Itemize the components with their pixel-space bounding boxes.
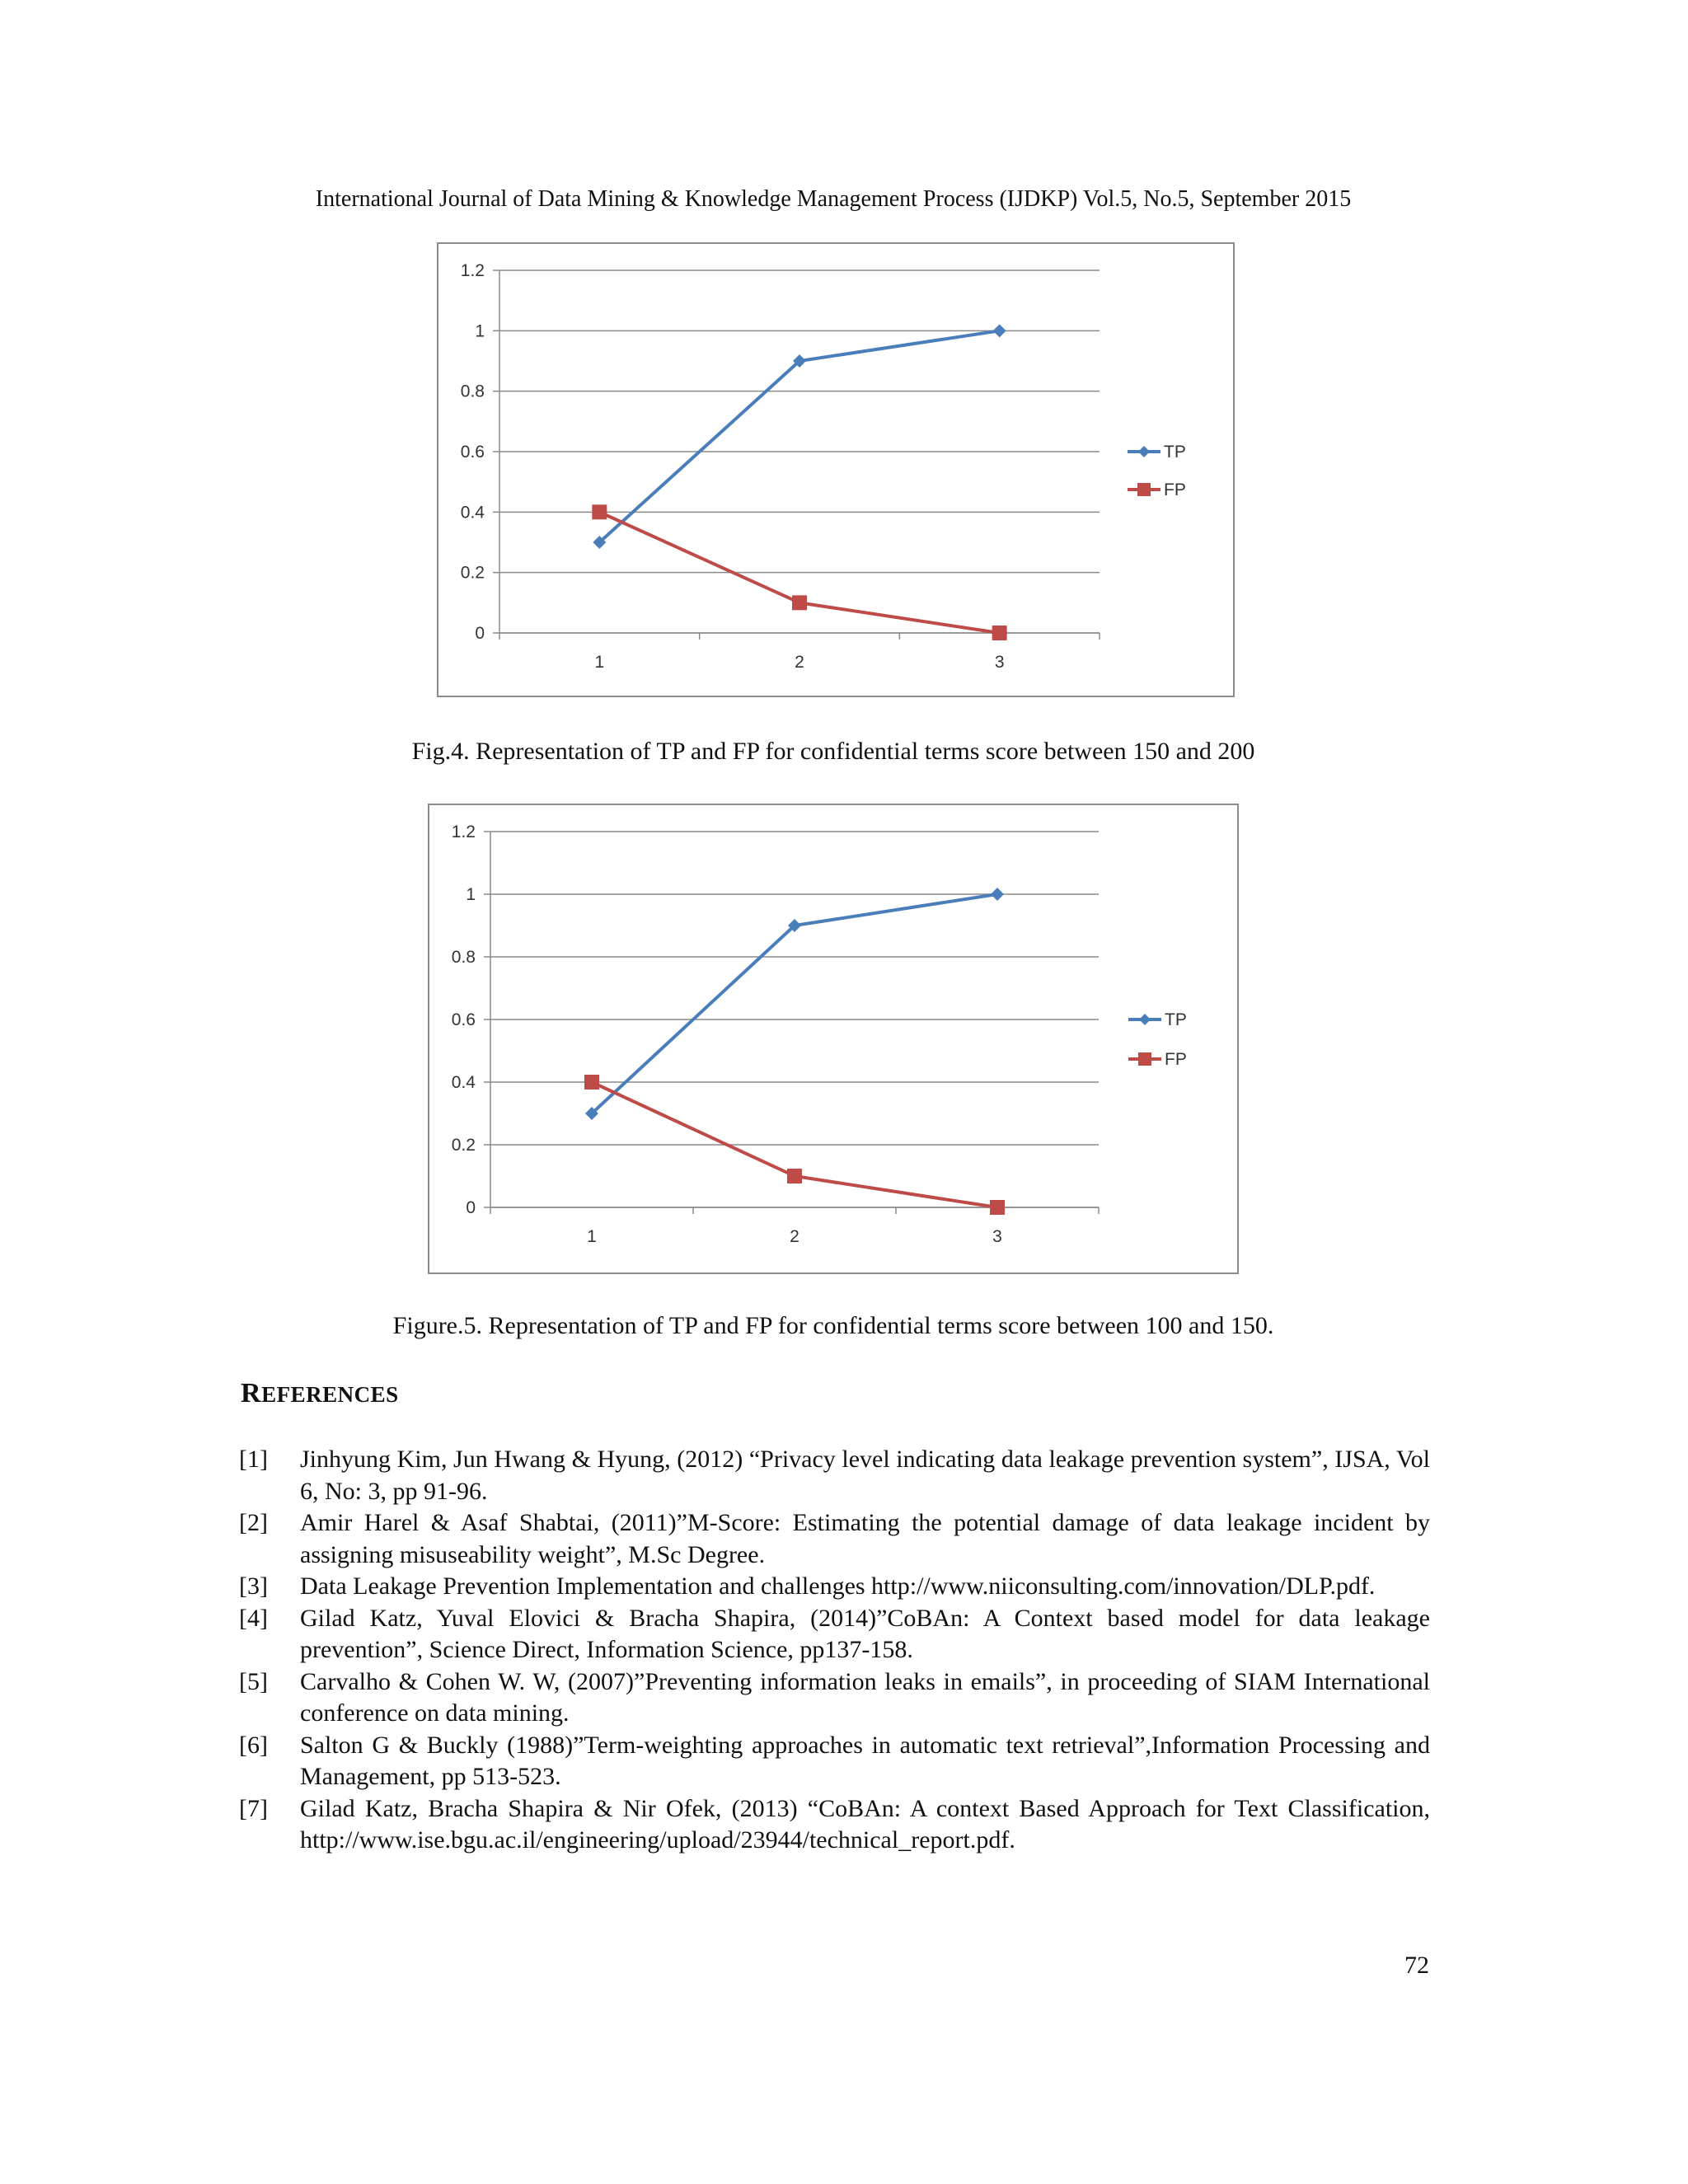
y-tick-label: 0.6 bbox=[460, 443, 485, 462]
data-point-tp bbox=[993, 324, 1006, 337]
reference-text: Gilad Katz, Bracha Shapira & Nir Ofek, (2013) “CoBAn: A context Based Approach for Text Classification, http://www.ise.bgu.ac.il/engineering/upload/23944/technical_report.pdf. bbox=[300, 1794, 1430, 1854]
y-tick-label: 1.2 bbox=[460, 261, 485, 280]
reference-number: [6] bbox=[239, 1731, 268, 1759]
reference-number: [5] bbox=[239, 1667, 268, 1695]
data-point-fp bbox=[592, 504, 607, 519]
x-tick-label: 2 bbox=[795, 653, 804, 672]
y-tick-label: 1 bbox=[466, 885, 476, 904]
y-tick-label: 0.2 bbox=[460, 563, 485, 583]
legend-marker-fp bbox=[1137, 483, 1151, 496]
data-point-fp bbox=[792, 595, 807, 610]
figure-5-caption: Figure.5. Representation of TP and FP for confidential terms score between 100 and 150. bbox=[392, 1312, 1274, 1339]
references-heading-rest: EFERENCES bbox=[261, 1382, 399, 1407]
y-tick-label: 0 bbox=[475, 624, 485, 643]
data-point-fp bbox=[992, 626, 1007, 640]
y-tick-label: 0 bbox=[466, 1198, 476, 1217]
legend-marker-tp bbox=[1138, 446, 1150, 457]
data-point-fp bbox=[584, 1075, 599, 1090]
reference-list bbox=[239, 1444, 1430, 1857]
legend-label-tp: TP bbox=[1164, 443, 1186, 462]
y-tick-label: 0.8 bbox=[451, 948, 476, 967]
legend-label-tp: TP bbox=[1165, 1010, 1187, 1029]
reference-item bbox=[239, 1666, 1430, 1730]
reference-text: Carvalho & Cohen W. W, (2007)”Preventing information leaks in emails”, in proceeding of SIAM International conference on data mining. bbox=[300, 1667, 1430, 1727]
reference-number: [3] bbox=[239, 1572, 268, 1600]
reference-item bbox=[239, 1730, 1430, 1793]
data-point-tp bbox=[991, 888, 1004, 901]
y-tick-label: 1.2 bbox=[451, 823, 476, 841]
reference-number: [1] bbox=[239, 1446, 268, 1473]
reference-number: [4] bbox=[239, 1604, 268, 1632]
data-point-fp bbox=[787, 1169, 802, 1183]
y-tick-label: 0.6 bbox=[451, 1010, 476, 1029]
references-heading bbox=[241, 1378, 399, 1409]
y-tick-label: 0.2 bbox=[451, 1136, 476, 1155]
x-tick-label: 1 bbox=[594, 653, 605, 672]
reference-text: Salton G & Buckly (1988)”Term-weighting approaches in automatic text retrieval”,Information Processing and Management, pp 513-523. bbox=[300, 1731, 1430, 1790]
reference-item bbox=[239, 1444, 1430, 1507]
running-header: International Journal of Data Mining & Knowledge Management Process (IJDKP) Vol.5, No.5, September 2015 bbox=[315, 186, 1352, 212]
figure-4-chart bbox=[437, 242, 1235, 697]
figure-4-caption: Fig.4. Representation of TP and FP for confidential terms score between 150 and 200 bbox=[411, 738, 1255, 765]
x-tick-label: 3 bbox=[994, 653, 1005, 672]
reference-text: Gilad Katz, Yuval Elovici & Bracha Shapira, (2014)”CoBAn: A Context based model for data leakage prevention”, Science Direct, Information Science, pp137-158. bbox=[300, 1604, 1430, 1663]
x-tick-label: 1 bbox=[587, 1227, 597, 1246]
y-tick-label: 0.4 bbox=[451, 1073, 476, 1092]
y-tick-label: 0.8 bbox=[460, 382, 485, 401]
reference-text: Data Leakage Prevention Implementation and challenges http://www.niiconsulting.com/innovation/DLP.pdf. bbox=[300, 1572, 1376, 1600]
legend-marker-fp bbox=[1138, 1052, 1151, 1066]
page-number: 72 bbox=[1404, 1952, 1429, 1979]
reference-number: [2] bbox=[239, 1509, 268, 1536]
reference-item bbox=[239, 1571, 1430, 1603]
x-tick-label: 2 bbox=[790, 1227, 799, 1246]
reference-number: [7] bbox=[239, 1794, 268, 1822]
reference-item bbox=[239, 1793, 1430, 1857]
x-tick-label: 3 bbox=[992, 1227, 1002, 1246]
figure-4-plot bbox=[438, 244, 1236, 699]
data-point-fp bbox=[990, 1200, 1005, 1215]
legend-marker-tp bbox=[1139, 1014, 1151, 1025]
figure-5-chart bbox=[428, 804, 1239, 1274]
reference-item bbox=[239, 1603, 1430, 1666]
reference-text: Jinhyung Kim, Jun Hwang & Hyung, (2012) “Privacy level indicating data leakage prevention system”, IJSA, Vol 6, No: 3, pp 91-96. bbox=[300, 1446, 1430, 1505]
y-tick-label: 1 bbox=[475, 321, 485, 341]
references-heading-initial: R bbox=[241, 1378, 262, 1408]
reference-text: Amir Harel & Asaf Shabtai, (2011)”M-Score: Estimating the potential damage of data leakage incident by assigning misuseability weight”, M.Sc Degree. bbox=[300, 1509, 1430, 1568]
legend-label-fp: FP bbox=[1165, 1050, 1187, 1069]
reference-item bbox=[239, 1507, 1430, 1571]
figure-5-plot bbox=[429, 805, 1240, 1276]
y-tick-label: 0.4 bbox=[460, 503, 485, 523]
legend-label-fp: FP bbox=[1164, 480, 1186, 499]
